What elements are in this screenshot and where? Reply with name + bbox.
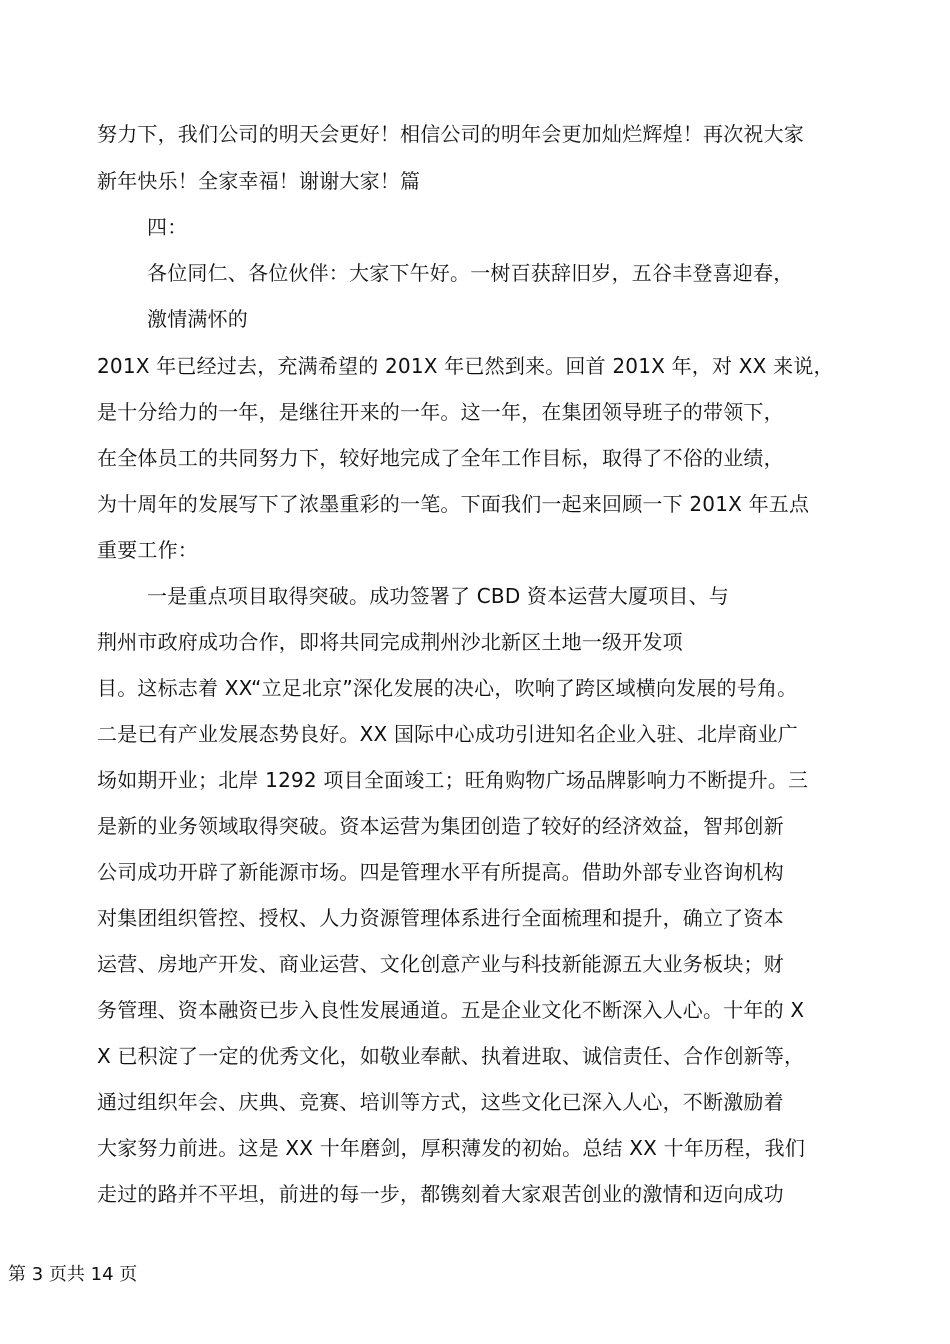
text-line: 公司成功开辟了新能源市场。四是管理水平有所提高。借助外部专业咨询机构: [97, 860, 784, 884]
text-line: 各位同仁、各位伙伴：大家下午好。一树百获辞旧岁，五谷丰登喜迎春，: [147, 261, 794, 285]
text-line: 目。这标志着 XX“立足北京”深化发展的决心，吹响了跨区域横向发展的号角。: [97, 676, 798, 700]
text-line: 荆州市政府成功合作，即将共同完成荆州沙北新区土地一级开发项: [97, 630, 683, 654]
text-line: X 已积淀了一定的优秀文化，如敬业奉献、执着进取、诚信责任、合作创新等，: [97, 1044, 805, 1068]
page-number-footer: 第 3 页共 14 页: [8, 1264, 138, 1285]
text-line: 重要工作：: [97, 538, 198, 562]
text-line: 运营、房地产开发、商业运营、文化创意产业与科技新能源五大业务板块；财: [97, 952, 784, 976]
text-line: 努力下，我们公司的明天会更好！相信公司的明年会更加灿烂辉煌！再次祝大家: [97, 122, 804, 146]
text-line: 二是已有产业发展态势良好。XX 国际中心成功引进知名企业入驻、北岸商业广: [97, 722, 798, 746]
text-line: 新年快乐！全家幸福！谢谢大家！篇: [97, 169, 421, 193]
text-line: 为十周年的发展写下了浓墨重彩的一笔。下面我们一起来回顾一下 201X 年五点: [97, 492, 810, 516]
text-line: 对集团组织管控、授权、人力资源管理体系进行全面梳理和提升，确立了资本: [97, 906, 784, 930]
text-line: 是十分给力的一年，是继往开来的一年。这一年，在集团领导班子的带领下，: [97, 400, 784, 424]
text-line: 激情满怀的: [147, 307, 248, 331]
text-line: 大家努力前进。这是 XX 十年磨剑，厚积薄发的初始。总结 XX 十年历程，我们: [97, 1136, 806, 1160]
text-line: 一是重点项目取得突破。成功签署了 CBD 资本运营大厦项目、与: [147, 584, 730, 608]
text-line: 四：: [147, 215, 188, 239]
text-line: 是新的业务领域取得突破。资本运营为集团创造了较好的经济效益，智邦创新: [97, 814, 784, 838]
text-line: 在全体员工的共同努力下，较好地完成了全年工作目标，取得了不俗的业绩，: [97, 446, 784, 470]
text-line: 场如期开业；北岸 1292 项目全面竣工；旺角购物广场品牌影响力不断提升。三: [97, 768, 809, 792]
text-line: 务管理、资本融资已步入良性发展通道。五是企业文化不断深入人心。十年的 X: [97, 998, 805, 1022]
text-line: 走过的路并不平坦，前进的每一步，都镌刻着大家艰苦创业的激情和迈向成功: [97, 1182, 784, 1206]
text-line: 通过组织年会、庆典、竞赛、培训等方式，这些文化已深入人心，不断激励着: [97, 1090, 784, 1114]
text-line: 201X 年已经过去，充满希望的 201X 年已然到来。回首 201X 年，对 XX 来说，: [97, 354, 834, 378]
